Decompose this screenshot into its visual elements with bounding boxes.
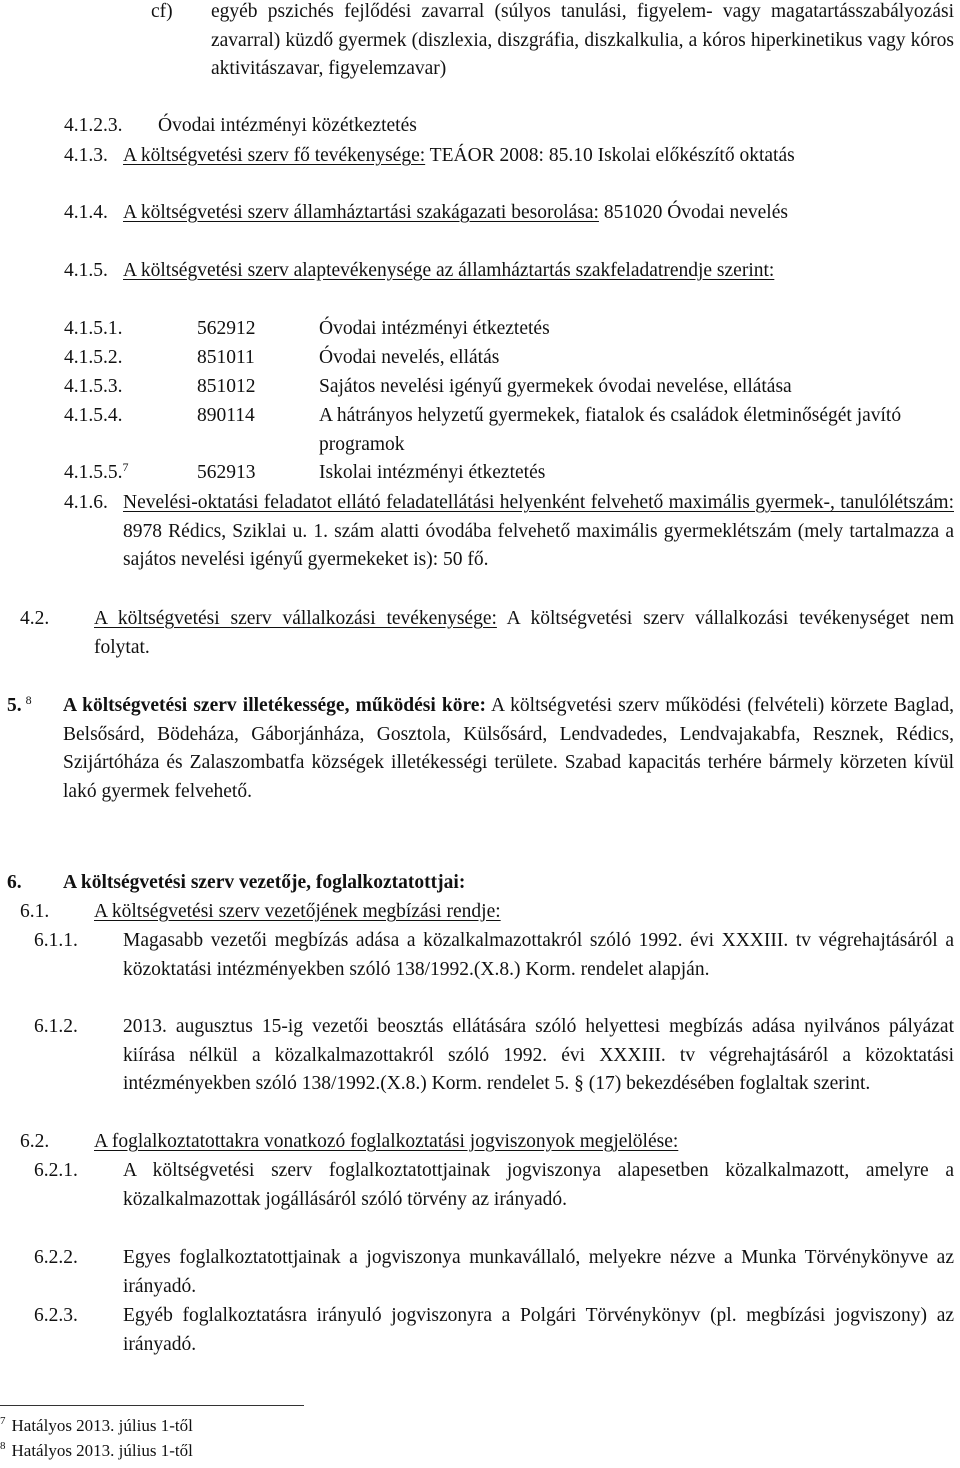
code-number: 4.1.5.5.$^7$ (64, 460, 129, 483)
item-cf (151, 0, 954, 84)
section-text: Magasabb vezetői megbízás adása a közalkalmazottakról szóló 1992. évi XXXIII. tv végrehajtásáról a közoktatási intézményekben szóló 138/1992.(X.8.) Korm. rendelet alapján. (123, 930, 954, 980)
section-text: 2013. augusztus 15-ig vezetői beosztás ellátására szóló helyettesi megbízás adása nyilvános pályázat kiírása nélkül a közalkalmazottakról szóló 1992. évi XXXIII. tv végrehajtásáról a közoktatási intézményekben szóló 138/1992.(X.8.) Korm. rendelet 5. § (17) bekezdésében foglaltak szerint. (123, 1016, 954, 1095)
code-description: Óvodai nevelés, ellátás (319, 347, 500, 368)
code-number: 4.1.5.2. (64, 347, 123, 368)
section-number: 4.2. (20, 608, 50, 629)
section-number: 6.1.2. (34, 1016, 78, 1037)
section-text: 8978 Rédics, Sziklai u. 1. szám alatti óvodába felvehető maximális gyermeklétszám (mely tartalmazza a sajátos nevelési igényű gyermekeket is): 50 fő. (123, 520, 954, 571)
section-label: A foglalkoztatottakra vonatkozó foglalkoztatási jogviszonyok megjelölése: (94, 1131, 679, 1152)
code-description: A hátrányos helyzetű gyermekek, fiatalok és családok életminőségét javító programok (319, 405, 902, 455)
section-6-2-1 (34, 1157, 954, 1214)
section-label: A költségvetési szerv vállalkozási tevékenysége: (94, 608, 497, 629)
section-number: 4.1.3. (64, 145, 108, 166)
section-4-2 (20, 605, 954, 662)
code-value: 890114 (197, 405, 255, 426)
code-row (64, 402, 954, 459)
section-number: 5. $^8$ (7, 693, 32, 716)
code-number: 4.1.5.3. (64, 376, 123, 397)
code-description: Iskolai intézményi étkeztetés (319, 462, 546, 483)
footnote-text: Hatályos 2013. július 1-től (11, 1441, 193, 1460)
section-4-1-5 (64, 257, 954, 286)
section-number: 4.1.2.3. (64, 115, 123, 136)
section-6-1-1 (34, 927, 954, 984)
code-value: 851011 (197, 347, 255, 368)
section-text: 851020 Óvodai nevelés (598, 202, 788, 223)
code-description: Sajátos nevelési igényű gyermekek óvodai nevelése, ellátása (319, 376, 792, 397)
section-4-1-6 (64, 489, 954, 575)
section-text: A költségvetési szerv foglalkoztatottjainak jogviszonya alapesetben közalkalmazott, amelyre a közalkalmazottak jogállásáról szóló törvény az irányadó. (123, 1160, 954, 1210)
section-label: A költségvetési szerv illetékessége, működési köre: (63, 695, 486, 716)
section-label: A költségvetési szerv alaptevékenysége az államháztartás szakfeladatrendje szerint: (123, 260, 775, 281)
section-label: A költségvetési szerv államháztartási szakágazati besorolása: (123, 202, 599, 223)
code-row (64, 373, 954, 402)
section-number: 6.2.1. (34, 1160, 78, 1181)
section-number: 6.1.1. (34, 930, 78, 951)
section-text: Egyéb foglalkoztatásra irányuló jogviszonyra a Polgári Törvénykönyv (pl. megbízási jogviszony) az irányadó. (123, 1305, 954, 1355)
section-text: Egyes foglalkoztatottjainak a jogviszonya munkavállaló, melyekre nézve a Munka Törvénykönyve az irányadó. (123, 1247, 954, 1297)
section-number: 6.1. (20, 901, 50, 922)
footnote-number: 8 (0, 1440, 6, 1452)
section-6-2 (20, 1128, 954, 1157)
section-4-1-3 (64, 142, 954, 171)
code-value: 562913 (197, 462, 256, 483)
section-5 (7, 692, 954, 806)
code-value: 562912 (197, 318, 256, 339)
section-number: 4.1.6. (64, 492, 108, 513)
section-4-1-2-3 (64, 112, 954, 141)
section-6-1-2 (34, 1013, 954, 1099)
footnote-ref: 7 (122, 460, 129, 474)
code-number: 4.1.5.1. (64, 318, 123, 339)
item-number: cf) (151, 1, 173, 22)
item-text: egyéb pszichés fejlődési zavarral (súlyos tanulási, figyelem- vagy magatartásszabályozási zavarral) küzdő gyermek (diszlexia, diszgráfia, diszkalkulia, a kóros hiperkinetikus vagy kóros aktivitászavar, figyelemzavar) (211, 1, 954, 80)
section-text: TEÁOR 2008: 85.10 Iskolai előkészítő oktatás (425, 145, 795, 166)
code-row (64, 315, 954, 344)
footnote-ref: 8 (25, 693, 32, 707)
section-number: 4.1.4. (64, 202, 108, 223)
section-number: 6. (7, 872, 22, 893)
section-6 (7, 869, 954, 898)
section-number: 6.2. (20, 1131, 50, 1152)
code-value: 851012 (197, 376, 256, 397)
section-number: 4.1.5. (64, 260, 108, 281)
section-number: 6.2.2. (34, 1247, 78, 1268)
section-label: A költségvetési szerv fő tevékenysége: (123, 145, 426, 166)
section-6-1 (20, 898, 954, 927)
footnote-divider (0, 1405, 304, 1406)
section-number: 6.2.3. (34, 1305, 78, 1326)
footnote-number: 7 (0, 1415, 6, 1427)
section-text: A költségvetési szerv működési (felvételi) körzete Baglad, Belsősárd, Bödeháza, Gáborjánháza, Gosztola, Külsősárd, Lendvadedes, Lendvajakabfa, Resznek, Rédics, Szijártóháza és Zalaszombatfa községek illetékességi területe. Szabad kapacitás terhére bármely körzeten kívül lakó gyermek felvehető. (63, 695, 954, 802)
section-4-1-4 (64, 199, 954, 228)
code-description: Óvodai intézményi étkeztetés (319, 318, 550, 339)
code-number: 4.1.5.4. (64, 405, 123, 426)
code-row (64, 459, 954, 488)
section-6-2-2 (34, 1244, 954, 1301)
footnote (0, 1416, 193, 1436)
footnote (0, 1441, 193, 1461)
code-row (64, 344, 954, 373)
footnote-text: Hatályos 2013. július 1-től (11, 1416, 193, 1435)
section-6-2-3 (34, 1302, 954, 1359)
section-text: Óvodai intézményi közétkeztetés (158, 115, 417, 136)
section-text: A költségvetési szerv vállalkozási tevékenységet nem folytat. (94, 608, 954, 658)
section-label: Nevelési-oktatási feladatot ellátó feladatellátási helyenként felvehető maximális gyermek-, tanulólétszám: (123, 492, 954, 513)
section-title: A költségvetési szerv vezetője, foglalkoztatottjai: (63, 872, 466, 893)
section-label: A költségvetési szerv vezetőjének megbízási rendje: (94, 901, 501, 922)
